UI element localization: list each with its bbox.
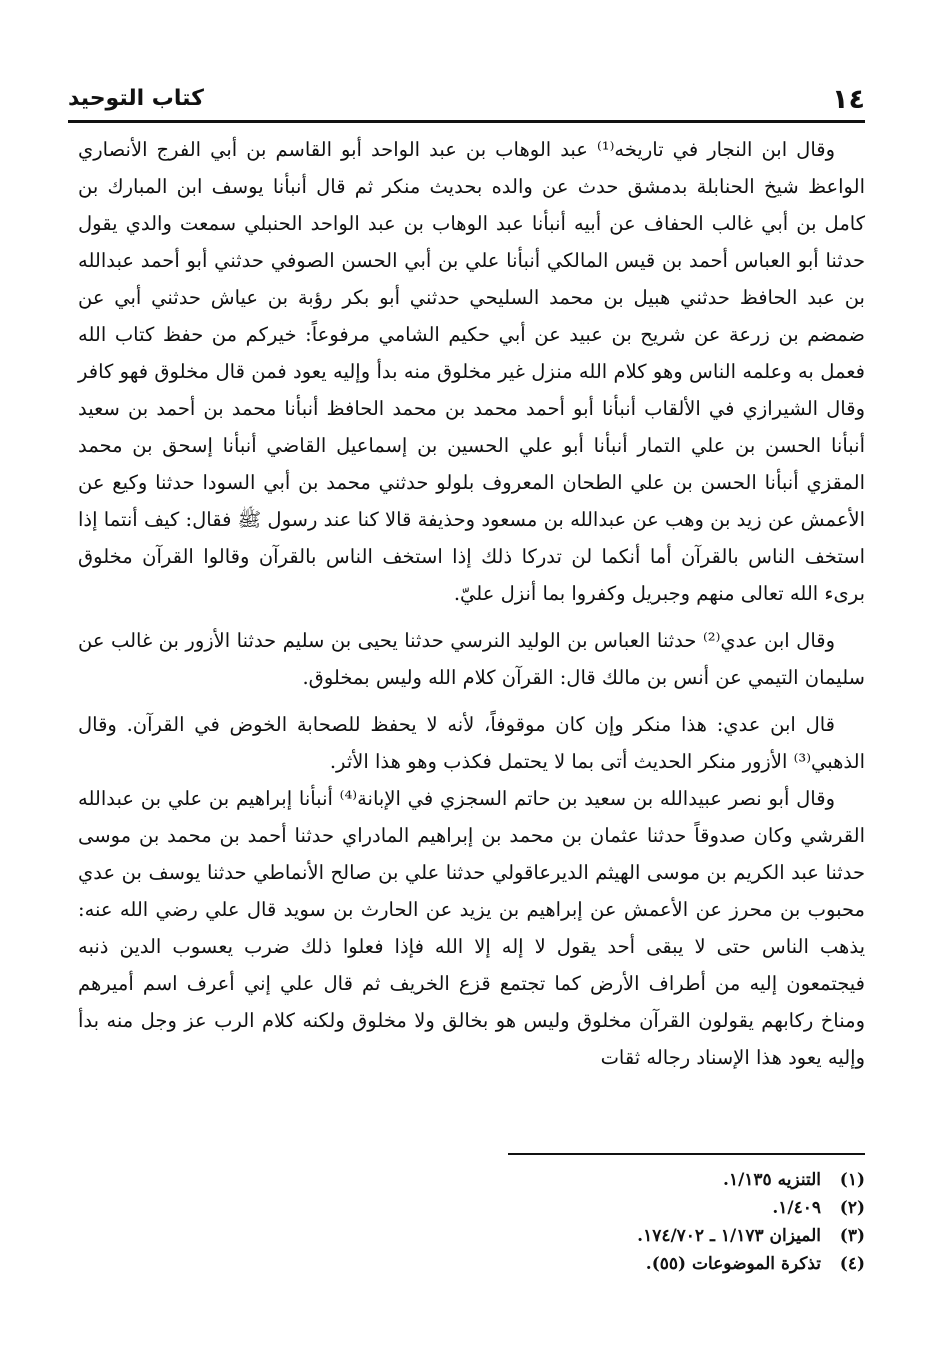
paragraph: وقال ابن النجار في تاريخه⁽¹⁾ عبد الوهاب بن عبد الواحد أبو القاسم بن أبي الفرج الأنصاري الواعظ شيخ الحنابلة بدمشق حدث عن والده بحديث منكر ثم قال أنبأنا يوسف ابن المبارك بن كامل بن أبي غالب الحفاف عن أبيه أنبأنا عبد الوهاب بن عبد الواحد الحنبلي سمعت والدي يقول حدثنا أبو العباس أحمد بن قيس المالكي أنبأنا علي بن أبي الحسن الصوفي حدثني أبو أحمد عبدالله بن عبد الحافظ حدثني هبيل بن محمد السليحي حدثني أبو بكر رؤبة بن عياش حدثني أبي عن ضمضم بن زرعة عن شريح بن عبيد عن أبي حكيم الشامي مرفوعاً: خيركم من حفظ كتاب الله فعمل به وعلمه الناس وهو كلام الله منزل غير مخلوق منه بدأ وإليه يعود فمن قال مخلوق فهو كافر وقال الشيرازي في الألقاب أنبأنا أبو أحمد محمد بن محمد الحافظ أنبأنا محمد بن أحمد بن سعيد أنبأنا الحسن بن علي التمار أنبأنا أبو علي الحسين بن إسماعيل القاضي أنبأنا إسحق بن محمد المقزي أنبأنا الحسن بن علي الطحان المعروف بلولو حدثني محمد بن أبي السودا حدثنا وكيع عن الأعمش عن زيد بن وهب عن عبدالله بن مسعود وحذيفة قالا كنا عند رسول ﷺ فقال: كيف أنتما إذا استخف الناس بالقرآن أما أنكما لن تدركا ذلك إذا استخف الناس بالقرآن وقالوا القرآن مخلوق برىء الله تعالى منهم وجبريل وكفروا بما أنزل عليّ. <box>78 138 865 605</box>
main-text <box>78 131 865 1076</box>
footnote-text: الميزان ١/١٧٣ ـ ١٧٤/٧٠٢. <box>637 1226 821 1246</box>
paragraph: وقال ابن عدي⁽²⁾ حدثنا العباس بن الوليد النرسي حدثنا يحيى بن سليم حدثنا الأزور بن غالب عن سليمان التيمي عن أنس بن مالك قال: القرآن كلام الله وليس بمخلوق. <box>78 629 865 689</box>
footnote-rule <box>508 1153 865 1155</box>
running-title: كتاب التوحيد <box>68 86 204 111</box>
footnote <box>345 1194 865 1222</box>
header-rule <box>68 120 865 123</box>
footnote-number: (٣) <box>839 1226 865 1246</box>
footnote <box>345 1222 865 1250</box>
footnotes <box>345 1166 865 1278</box>
footnote-text: التنزيه ١/١٣٥. <box>723 1170 821 1190</box>
footnote-number: (١) <box>839 1170 865 1190</box>
paragraph: قال ابن عدي: هذا منكر وإن كان موقوفاً، لأنه لا يحفظ للصحابة الخوض في القرآن. وقال الذهبي⁽³⁾ الأزور منكر الحديث أتى بما لا يحتمل فكذب وهو هذا الأثر. <box>78 713 865 773</box>
footnote-text: تذكرة الموضوعات (٥٥). <box>645 1254 821 1274</box>
footnote <box>345 1250 865 1278</box>
footnote <box>345 1166 865 1194</box>
footnote-number: (٢) <box>839 1198 865 1218</box>
footnote-text: ١/٤٠٩. <box>772 1198 821 1218</box>
page-header <box>68 78 865 120</box>
footnote-number: (٤) <box>839 1254 865 1274</box>
paragraph: وقال أبو نصر عبيدالله بن سعيد بن حاتم السجزي في الإبانة⁽⁴⁾ أنبأنا إبراهيم بن علي بن عبدالله القرشي وكان صدوقاً حدثنا عثمان بن محمد بن إبراهيم المادراي حدثنا أحمد بن محمد بن موسى حدثنا عبد الكريم بن موسى الهيثم الديرعاقولي حدثنا علي بن صالح الأنماطي حدثنا يوسف بن عدي محبوب بن محرز عن الأعمش عن إبراهيم بن يزيد عن الحارث بن سويد قال علي رضي الله عنه: يذهب الناس حتى لا يبقى أحد يقول لا إله إلا الله فإذا فعلوا ذلك ضرب يعسوب الدين ذنبه فيجتمعون إليه من أطراف الأرض كما تجتمع قزع الخريف ثم قال علي إني أعرف اسم أميرهم ومناخ ركابهم يقولون القرآن مخلوق وليس هو بخالق ولا مخلوق ولكنه كلام الرب عز وجل منه بدأ وإليه يعود هذا الإسناد رجاله ثقات <box>78 787 865 1069</box>
page-number: ١٤ <box>832 84 865 115</box>
